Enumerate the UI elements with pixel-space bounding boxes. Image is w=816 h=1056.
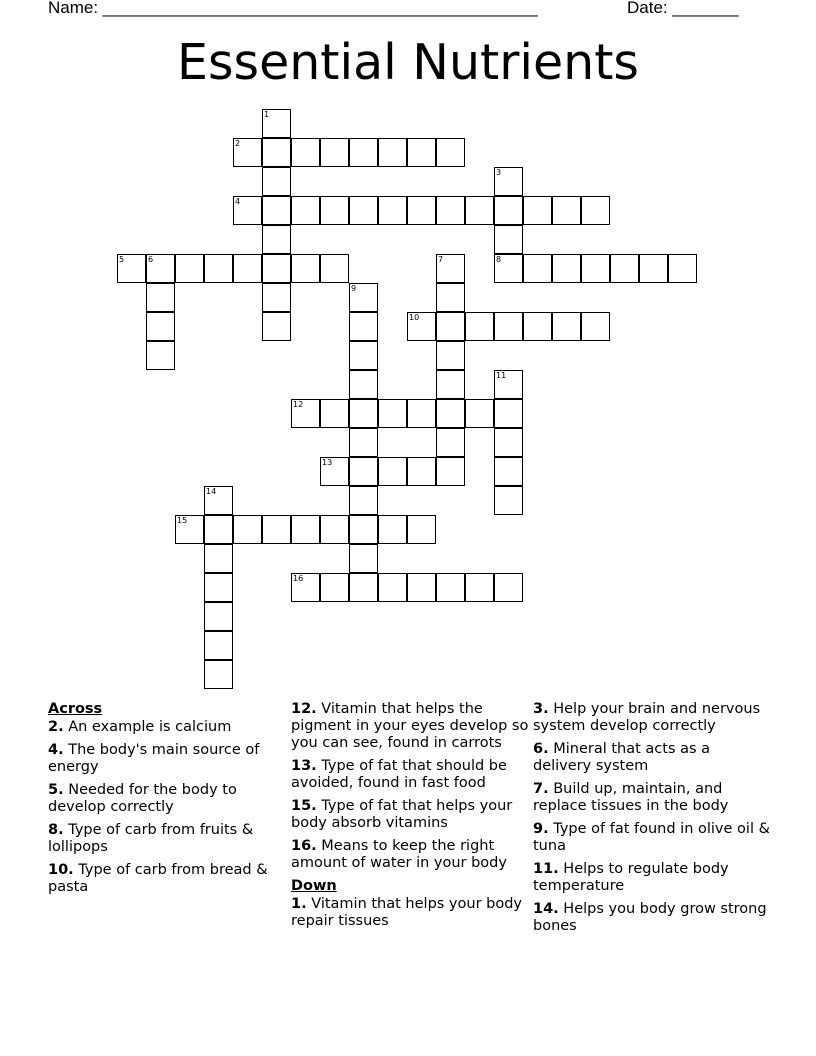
grid-cell[interactable] [552, 196, 581, 225]
clue-text: Helps to regulate body temperature [533, 861, 729, 894]
clue-number: 16. [291, 838, 317, 854]
clue-number: 6. [533, 741, 549, 757]
grid-cell[interactable] [436, 196, 465, 225]
grid-cell[interactable] [204, 631, 233, 660]
grid-cell[interactable] [523, 254, 552, 283]
grid-cell[interactable] [262, 254, 291, 283]
grid-cell[interactable] [494, 399, 523, 428]
grid-cell[interactable] [581, 254, 610, 283]
grid-cell[interactable] [407, 399, 436, 428]
grid-cell[interactable] [262, 312, 291, 341]
clue-text: Type of carb from bread & pasta [48, 862, 268, 895]
grid-cell[interactable] [610, 254, 639, 283]
grid-cell[interactable] [494, 486, 523, 515]
grid-cell[interactable] [291, 399, 320, 428]
clue-item [291, 896, 529, 930]
grid-cell[interactable] [494, 225, 523, 254]
clue-number: 8. [48, 822, 64, 838]
clue-number: 5. [48, 782, 64, 798]
grid-cell[interactable] [378, 196, 407, 225]
clue-item [533, 861, 771, 895]
clue-item [533, 741, 771, 775]
clue-item [291, 798, 529, 832]
clue-text: Type of fat that should be avoided, found in fast food [291, 758, 507, 791]
grid-cell[interactable] [175, 254, 204, 283]
grid-cell[interactable] [465, 573, 494, 602]
grid-cell[interactable] [378, 399, 407, 428]
grid-cell[interactable] [407, 515, 436, 544]
grid-cell[interactable] [378, 457, 407, 486]
grid-cell[interactable] [233, 515, 262, 544]
grid-cell[interactable] [146, 341, 175, 370]
grid-cell[interactable] [494, 312, 523, 341]
grid-cell[interactable] [117, 254, 146, 283]
grid-cell[interactable] [581, 312, 610, 341]
grid-cell[interactable] [378, 138, 407, 167]
grid-cell[interactable] [407, 138, 436, 167]
clue-number: 12. [291, 701, 317, 717]
clue-number-label: 5 [119, 255, 125, 264]
grid-cell[interactable] [204, 573, 233, 602]
clues-column-1 [48, 701, 286, 902]
clue-number-label: 13 [322, 458, 333, 467]
grid-cell[interactable] [204, 515, 233, 544]
grid-cell[interactable] [204, 486, 233, 515]
clue-number-label: 7 [438, 255, 444, 264]
clue-number-label: 6 [148, 255, 154, 264]
clue-item [48, 742, 286, 776]
grid-cell[interactable] [494, 457, 523, 486]
clue-text: Mineral that acts as a delivery system [533, 741, 711, 774]
grid-cell[interactable] [262, 196, 291, 225]
grid-cell[interactable] [204, 254, 233, 283]
clue-item [533, 901, 771, 935]
grid-cell[interactable] [378, 573, 407, 602]
grid-cell[interactable] [320, 254, 349, 283]
clue-number-label: 16 [293, 574, 304, 583]
grid-cell[interactable] [349, 573, 378, 602]
grid-cell[interactable] [407, 196, 436, 225]
grid-cell[interactable] [262, 109, 291, 138]
grid-cell[interactable] [349, 196, 378, 225]
grid-cell[interactable] [320, 138, 349, 167]
grid-cell[interactable] [494, 167, 523, 196]
grid-cell[interactable] [349, 544, 378, 573]
clue-number: 9. [533, 821, 549, 837]
clue-item [533, 701, 771, 735]
grid-cell[interactable] [436, 457, 465, 486]
grid-cell[interactable] [320, 399, 349, 428]
clue-text: Means to keep the right amount of water in your body [291, 838, 507, 871]
clue-number: 10. [48, 862, 74, 878]
grid-cell[interactable] [320, 515, 349, 544]
grid-cell[interactable] [262, 167, 291, 196]
grid-cell[interactable] [291, 138, 320, 167]
grid-cell[interactable] [262, 138, 291, 167]
grid-cell[interactable] [494, 196, 523, 225]
grid-cell[interactable] [320, 573, 349, 602]
grid-cell[interactable] [378, 515, 407, 544]
grid-cell[interactable] [349, 341, 378, 370]
grid-cell[interactable] [407, 312, 436, 341]
grid-cell[interactable] [465, 312, 494, 341]
clue-number-label: 10 [409, 313, 420, 322]
clue-item [291, 701, 529, 752]
down-heading: Down [291, 878, 337, 894]
grid-cell[interactable] [262, 283, 291, 312]
grid-cell[interactable] [407, 573, 436, 602]
grid-cell[interactable] [349, 515, 378, 544]
grid-cell[interactable] [204, 602, 233, 631]
clue-text: Type of fat found in olive oil & tuna [533, 821, 770, 854]
grid-cell[interactable] [349, 138, 378, 167]
grid-cell[interactable] [291, 196, 320, 225]
clue-number-label: 11 [496, 371, 507, 380]
clue-number-label: 15 [177, 516, 188, 525]
clue-number: 14. [533, 901, 559, 917]
grid-cell[interactable] [552, 312, 581, 341]
clue-number: 2. [48, 719, 64, 735]
clue-text: Vitamin that helps your body repair tissues [291, 896, 523, 929]
clue-text: Type of fat that helps your body absorb vitamins [291, 798, 513, 831]
clue-number-label: 14 [206, 487, 217, 496]
clue-number-label: 4 [235, 197, 241, 206]
grid-cell[interactable] [349, 428, 378, 457]
grid-cell[interactable] [291, 573, 320, 602]
grid-cell[interactable] [552, 254, 581, 283]
clue-item [533, 781, 771, 815]
clue-text: Needed for the body to develop correctly [48, 782, 237, 815]
grid-cell[interactable] [204, 544, 233, 573]
grid-cell[interactable] [349, 457, 378, 486]
clue-number: 1. [291, 896, 307, 912]
clue-text: Build up, maintain, and replace tissues in the body [533, 781, 729, 814]
clue-number-label: 1 [264, 110, 270, 119]
clue-text: Help your brain and nervous system develop correctly [533, 701, 761, 734]
grid-cell[interactable] [436, 283, 465, 312]
clue-number: 11. [533, 861, 559, 877]
grid-cell[interactable] [436, 254, 465, 283]
clue-number-label: 9 [351, 284, 357, 293]
grid-cell[interactable] [436, 573, 465, 602]
clue-number: 13. [291, 758, 317, 774]
grid-cell[interactable] [523, 196, 552, 225]
grid-cell[interactable] [465, 196, 494, 225]
page-title: Essential Nutrients [177, 34, 639, 91]
grid-cell[interactable] [436, 399, 465, 428]
grid-cell[interactable] [581, 196, 610, 225]
name-field: Name: ______________________________________________ [48, 0, 538, 17]
grid-cell[interactable] [146, 312, 175, 341]
grid-cell[interactable] [349, 486, 378, 515]
clue-number: 15. [291, 798, 317, 814]
grid-cell[interactable] [349, 312, 378, 341]
grid-cell[interactable] [436, 370, 465, 399]
grid-cell[interactable] [262, 225, 291, 254]
grid-cell[interactable] [291, 515, 320, 544]
clue-text: The body's main source of energy [48, 742, 260, 775]
clue-item [48, 782, 286, 816]
grid-cell[interactable] [494, 573, 523, 602]
grid-cell[interactable] [494, 370, 523, 399]
clue-number: 7. [533, 781, 549, 797]
clue-item [48, 822, 286, 856]
grid-cell[interactable] [320, 457, 349, 486]
clue-item [48, 719, 286, 736]
grid-cell[interactable] [668, 254, 697, 283]
grid-cell[interactable] [349, 283, 378, 312]
across-heading: Across [48, 701, 103, 717]
date-field: Date: _______ [627, 0, 739, 17]
grid-cell[interactable] [291, 254, 320, 283]
clue-number: 3. [533, 701, 549, 717]
clue-number-label: 12 [293, 400, 304, 409]
clue-item [533, 821, 771, 855]
clue-text: Vitamin that helps the pigment in your eyes develop so you can see, found in carrots [291, 701, 529, 751]
grid-cell[interactable] [233, 138, 262, 167]
grid-cell[interactable] [146, 254, 175, 283]
clue-number-label: 2 [235, 139, 241, 148]
clue-number-label: 8 [496, 255, 502, 264]
grid-cell[interactable] [436, 428, 465, 457]
clue-text: An example is calcium [68, 719, 232, 735]
clue-number: 4. [48, 742, 64, 758]
clue-item [291, 838, 529, 872]
grid-cell[interactable] [349, 370, 378, 399]
grid-cell[interactable] [494, 254, 523, 283]
clue-text: Type of carb from fruits & lollipops [48, 822, 254, 855]
clues-column-3 [533, 701, 771, 941]
grid-cell[interactable] [436, 341, 465, 370]
clue-item [48, 862, 286, 896]
clue-number-label: 3 [496, 168, 502, 177]
grid-cell[interactable] [407, 457, 436, 486]
grid-cell[interactable] [320, 196, 349, 225]
grid-cell[interactable] [175, 515, 204, 544]
clue-text: Helps you body grow strong bones [533, 901, 767, 934]
grid-cell[interactable] [349, 399, 378, 428]
clues-column-2 [291, 701, 529, 936]
clue-item [291, 758, 529, 792]
grid-cell[interactable] [146, 283, 175, 312]
grid-cell[interactable] [436, 312, 465, 341]
grid-cell[interactable] [233, 196, 262, 225]
grid-cell[interactable] [204, 660, 233, 689]
grid-cell[interactable] [436, 138, 465, 167]
grid-cell[interactable] [262, 515, 291, 544]
grid-cell[interactable] [494, 428, 523, 457]
grid-cell[interactable] [465, 399, 494, 428]
grid-cell[interactable] [233, 254, 262, 283]
grid-cell[interactable] [639, 254, 668, 283]
grid-cell[interactable] [523, 312, 552, 341]
